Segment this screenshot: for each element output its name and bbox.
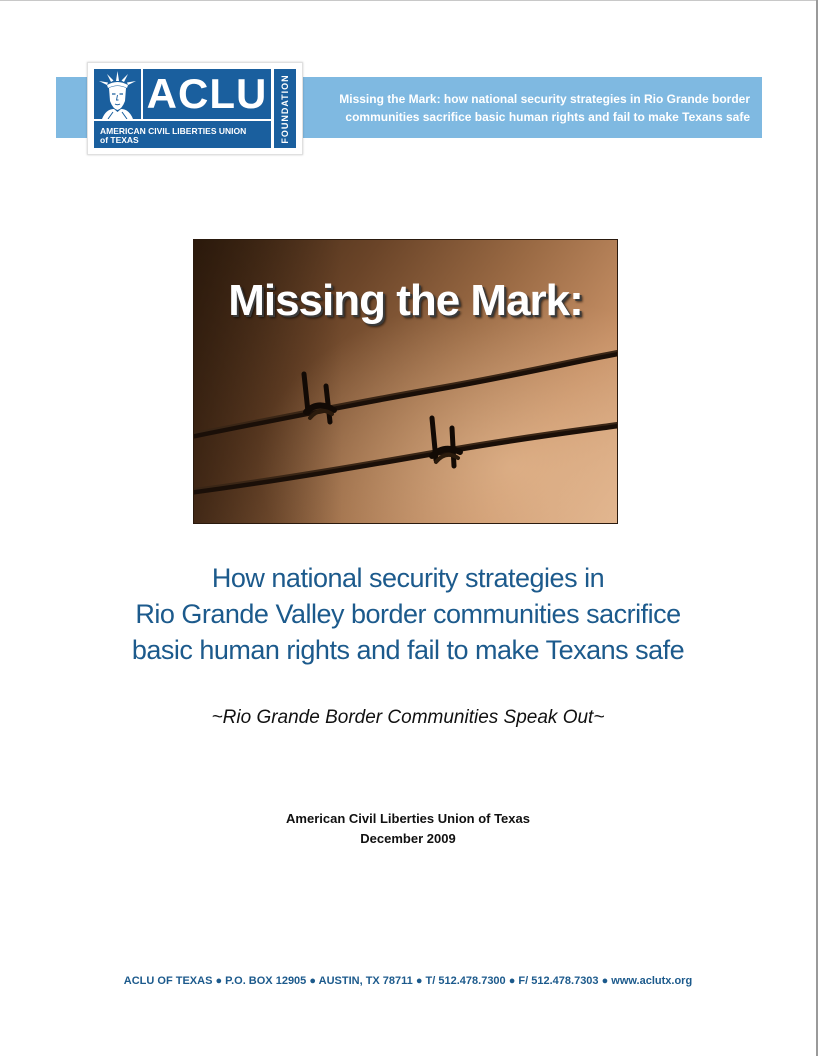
report-author: American Civil Liberties Union of Texas [286,811,530,826]
subtitle-line3: basic human rights and fail to make Texans safe [131,635,685,665]
logo-org-line2: of TEXAS [100,135,139,145]
page-border-top [0,0,818,1]
statue-of-liberty-icon [94,69,141,119]
header-tagline-line1: Missing the Mark: how national security strategies in Rio Grande border [339,92,750,106]
header-tagline-line2: communities sacrifice basic human rights and fail to make Texans safe [345,110,750,124]
logo-foundation-text: FOUNDATION [280,73,290,144]
report-date: December 2009 [360,831,456,846]
logo-foundation-box [274,69,296,148]
logo-org-line1: AMERICAN CIVIL LIBERTIES UNION [100,126,247,136]
subtitle-line2: Rio Grande Valley border communities sacrifice [135,599,681,629]
header-tagline [310,90,750,126]
aclu-logo [87,62,303,155]
contact-footer: ACLU OF TEXAS ● P.O. BOX 12905 ● AUSTIN, TX 78711 ● T/ 512.478.7300 ● F/ 512.478.7303 ● www.aclutx.org [123,975,693,987]
logo-org-name [94,121,271,148]
hero-title: Missing the Mark: [228,276,583,325]
report-subtitle [60,560,756,668]
subtitle-line1: How national security strategies in [211,563,605,593]
logo-wordmark: ACLU [143,69,271,119]
barbed-wire-photo [193,239,618,524]
report-tagline: ~Rio Grande Border Communities Speak Out~ [211,707,605,728]
